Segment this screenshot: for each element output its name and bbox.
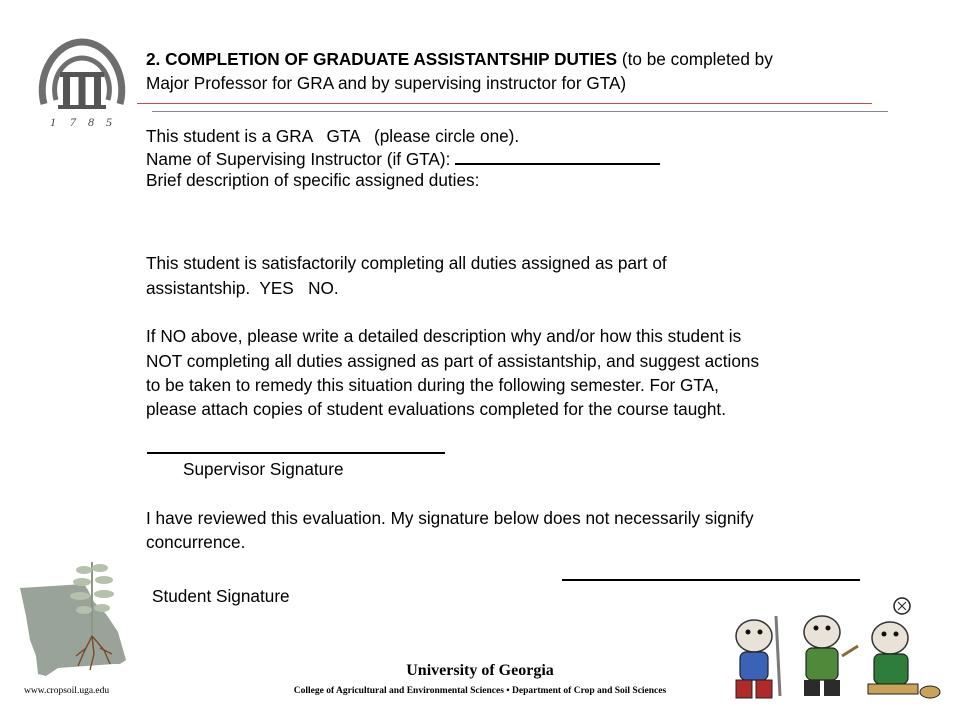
logo-year-digit: 8 <box>88 115 94 129</box>
gra-gta-line: This student is a GRA GTA (please circle one). <box>146 126 520 146</box>
reviewed-line1: I have reviewed this evaluation. My signature below does not necessarily signify <box>146 508 754 528</box>
footer-college: College of Agricultural and Environmental Sciences • Department of Crop and Soil Sciences <box>293 686 667 696</box>
supervisor-signature-label: Supervisor Signature <box>183 459 344 479</box>
if-no-line: NOT completing all duties assigned as part of assistantship, and suggest actions <box>146 351 760 371</box>
title-rule-red <box>137 103 872 104</box>
section-title-bold: 2. COMPLETION OF GRADUATE ASSISTANTSHIP DUTIES <box>146 49 618 69</box>
section-title-rest: (to be completed by <box>617 49 773 69</box>
logo-year-digit: 5 <box>106 115 112 129</box>
brief-description-line: Brief description of specific assigned duties: <box>146 170 480 190</box>
if-no-line: please attach copies of student evaluations completed for the course taught. <box>146 399 726 419</box>
section-title <box>146 48 773 70</box>
if-no-line: If NO above, please write a detailed description why and/or how this student is <box>146 326 742 346</box>
supervising-instructor-line <box>146 147 660 170</box>
satisfactory-line1: This student is satisfactorily completing all duties assigned as part of <box>146 253 667 273</box>
student-signature-line[interactable] <box>562 579 860 581</box>
satisfactory-line2: assistantship. YES NO. <box>146 278 339 298</box>
uga-arch-logo <box>34 34 130 134</box>
title-rule-gray <box>152 111 888 112</box>
logo-year-digit: 7 <box>70 115 76 129</box>
reviewed-line2: concurrence. <box>146 532 246 552</box>
footer-url[interactable]: www.cropsoil.uga.edu <box>24 686 110 696</box>
student-signature-label: Student Signature <box>152 586 290 606</box>
supervisor-signature-line[interactable] <box>147 452 445 454</box>
supervising-instructor-label: Name of Supervising Instructor (if GTA): <box>146 149 456 169</box>
section-title-line2: Major Professor for GRA and by supervising instructor for GTA) <box>146 73 627 93</box>
supervising-instructor-blank[interactable] <box>455 147 660 165</box>
if-no-line: to be taken to remedy this situation during the following semester. For GTA, <box>146 375 719 395</box>
footer-university: University of Georgia <box>406 662 554 679</box>
logo-year-digit: 1 <box>50 115 56 129</box>
